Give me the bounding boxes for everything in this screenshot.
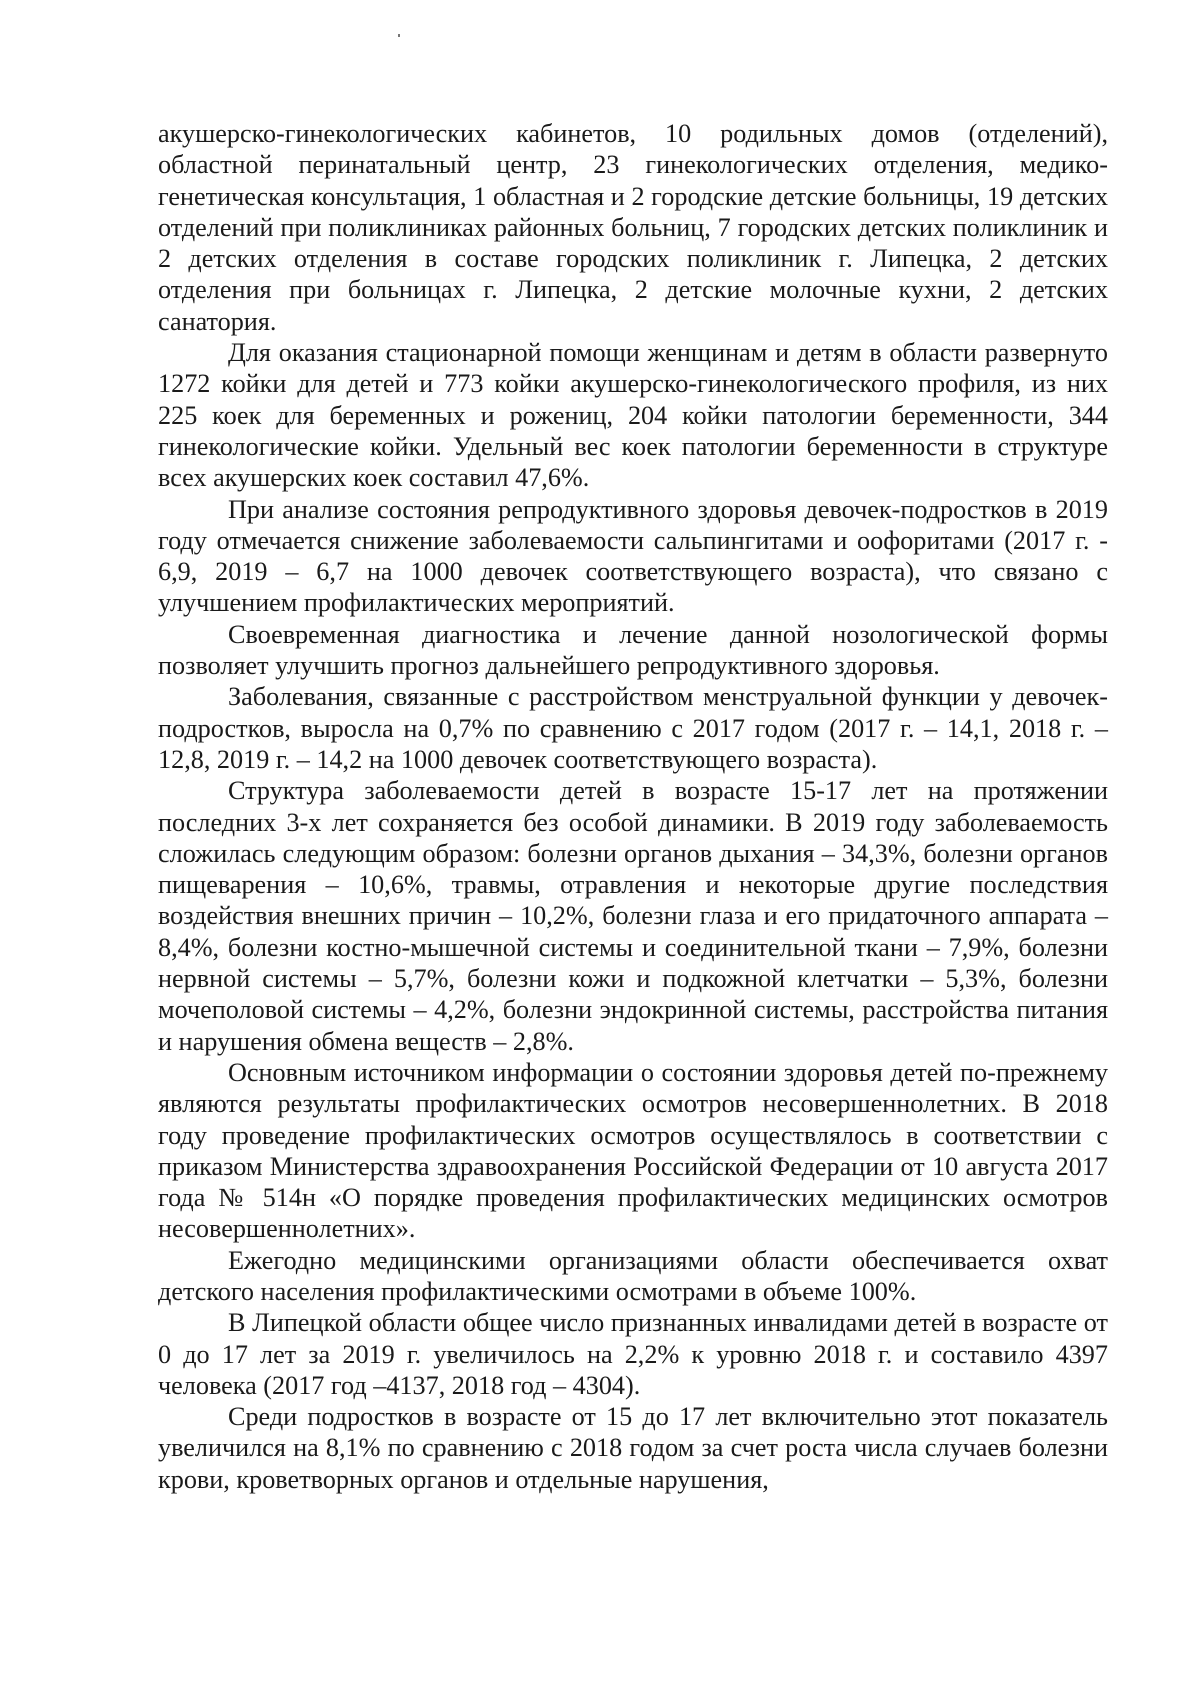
paragraph-disability-adolescents: Среди подростков в возрасте от 15 до 17 лет включительно этот показатель увеличился на 8,1% по сравнению с 2018 годом за счет роста числа случаев болезни крови, кроветворных органов и отдельные нарушения,: [158, 1402, 1108, 1494]
paragraph-preventive-exams: Основным источником информации о состоянии здоровья детей по-прежнему являются результаты профилактических осмотров несовершеннолетних. В 2018 году проведение профилактических осмотров осуществлялось в соответствии с приказом Министерства здравоохранения Российской Федерации от 10 августа 2017 года № 514н «О порядке проведения профилактических медицинских осмотров несовершеннолетних».: [158, 1057, 1108, 1244]
paragraph-early-diagnosis: Своевременная диагностика и лечение данной нозологической формы позволяет улучшить прогноз дальнейшего репродуктивного здоровья.: [158, 619, 1108, 681]
paragraph-morbidity-structure: Структура заболеваемости детей в возрасте 15-17 лет на протяжении последних 3-х лет сохраняется без особой динамики. В 2019 году заболеваемость сложилась следующим образом: болезни органов дыхания – 34,3%, болезни органов пищеварения – 10,6%, травмы, отравления и некоторые другие последствия воздействия внешних причин – 10,2%, болезни глаза и его придаточного аппарата – 8,4%, болезни костно-мышечной системы и соединительной ткани – 7,9%, болезни нервной системы – 5,7%, болезни кожи и подкожной клетчатки – 5,3%, болезни мочеполовой системы – 4,2%, болезни эндокринной системы, расстройства питания и нарушения обмена веществ – 2,8%.: [158, 776, 1108, 1056]
paragraph-inpatient-beds: Для оказания стационарной помощи женщинам и детям в области развернуто 1272 койки для детей и 773 койки акушерско-гинекологического профиля, из них 225 коек для беременных и рожениц, 204 койки патологии беременности, 344 гинекологические койки. Удельный вес коек патологии беременности в структуре всех акушерских коек составил 47,6%.: [158, 338, 1108, 493]
paragraph-exam-coverage: Ежегодно медицинскими организациями области обеспечивается охват детского населения профилактическими осмотрами в объеме 100%.: [158, 1245, 1108, 1306]
document-body: [158, 118, 1108, 1495]
paragraph-disability-children: В Липецкой области общее число признанных инвалидами детей в возрасте от 0 до 17 лет за 2019 г. увеличилось на 2,2% к уровню 2018 г. и составило 4397 человека (2017 год –4137, 2018 год – 4304).: [158, 1308, 1108, 1400]
paragraph-facilities-continued: акушерско-гинекологических кабинетов, 10 родильных домов (отделений), областной перинатальный центр, 23 гинекологических отделения, медико-генетическая консультация, 1 областная и 2 городские детские больницы, 19 детских отделений при поликлиниках районных больниц, 7 городских детских поликлиник и 2 детских отделения в составе городских поликлиник г. Липецка, 2 детских отделения при больницах г. Липецка, 2 детские молочные кухни, 2 детских санатория.: [158, 119, 1108, 336]
paragraph-menstrual-disorders: Заболевания, связанные с расстройством менструальной функции у девочек-подростков, выросла на 0,7% по сравнению с 2017 годом (2017 г. – 14,1, 2018 г. – 12,8, 2019 г. – 14,2 на 1000 девочек соответствующего возраста).: [158, 682, 1108, 774]
paragraph-reproductive-health: При анализе состояния репродуктивного здоровья девочек-подростков в 2019 году отмечается снижение заболеваемости сальпингитами и оофоритами (2017 г. - 6,9, 2019 – 6,7 на 1000 девочек соответствующего возраста), что связано с улучшением профилактических мероприятий.: [158, 494, 1108, 618]
scan-speck: [398, 34, 400, 37]
